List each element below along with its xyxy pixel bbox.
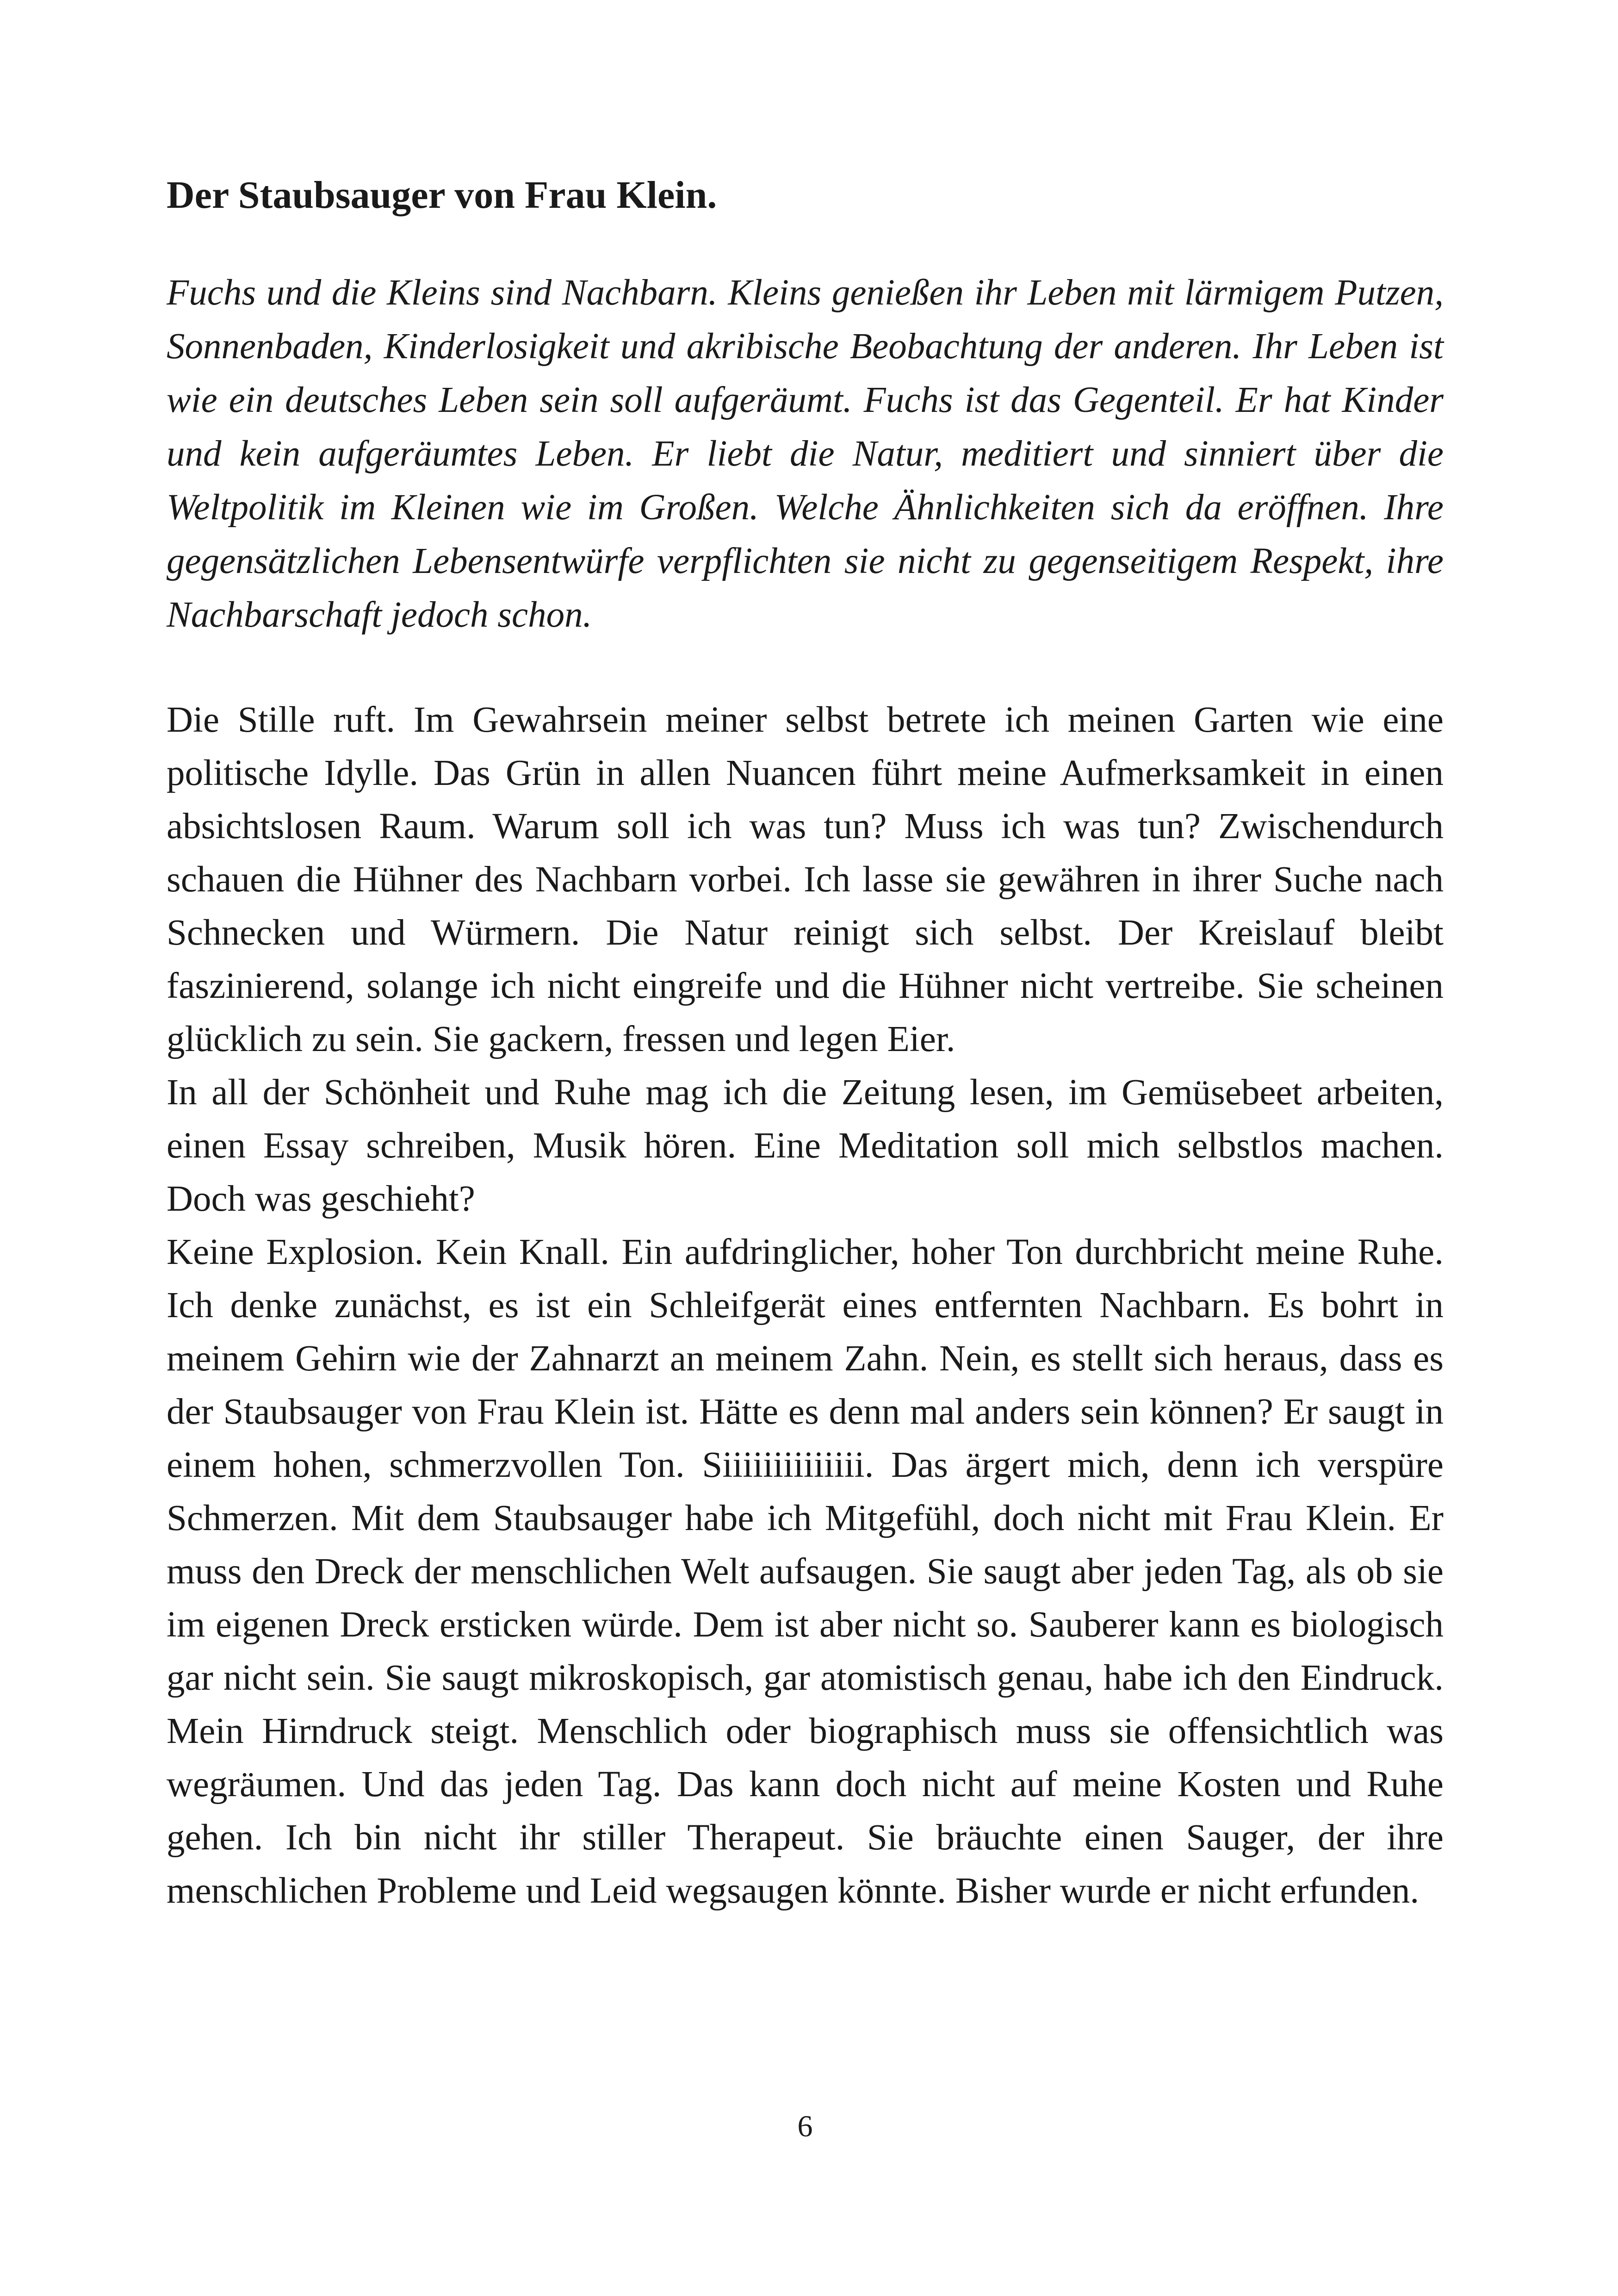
body-text: [167, 693, 1444, 1917]
page-number: 6: [797, 2109, 813, 2143]
body-paragraph: Keine Explosion. Kein Knall. Ein aufdringlicher, hoher Ton durchbricht meine Ruhe. Ich denke zunächst, es ist ein Schleifgerät eines entfernten Nachbarn. Es bohrt in meinem Gehirn wie der Zahnarzt an meinem Zahn. Nein, es stellt sich heraus, dass es der Staubsauger von Frau Klein ist. Hätte es denn mal anders sein können? Er saugt in einem hohen, schmerzvollen Ton. Siiiiiiiiiiiiii. Das ärgert mich, denn ich verspüre Schmerzen. Mit dem Staubsauger habe ich Mitgefühl, doch nicht mit Frau Klein. Er muss den Dreck der menschlichen Welt aufsaugen. Sie saugt aber jeden Tag, als ob sie im eigenen Dreck ersticken würde. Dem ist aber nicht so. Sauberer kann es biologisch gar nicht sein. Sie saugt mikroskopisch, gar atomistisch genau, habe ich den Eindruck. Mein Hirndruck steigt. Menschlich oder biographisch muss sie offensichtlich was wegräumen. Und das jeden Tag. Das kann doch nicht auf meine Kosten und Ruhe gehen. Ich bin nicht ihr stiller Therapeut. Sie bräuchte einen Sauger, der ihre menschlichen Probleme und Leid wegsaugen könnte. Bisher wurde er nicht erfunden.: [167, 1232, 1444, 1911]
page-content: [167, 0, 1444, 2296]
body-paragraph: In all der Schönheit und Ruhe mag ich die Zeitung lesen, im Gemüsebeet arbeiten, einen Essay schreiben, Musik hören. Eine Meditation soll mich selbstlos machen. Doch was geschieht?: [167, 1072, 1444, 1219]
document-title: Der Staubsauger von Frau Klein.: [167, 174, 717, 217]
body-paragraph: Die Stille ruft. Im Gewahrsein meiner selbst betrete ich meinen Garten wie eine politische Idylle. Das Grün in allen Nuancen führt meine Aufmerksamkeit in einen absichtslosen Raum. Warum soll ich was tun? Muss ich was tun? Zwischendurch schauen die Hühner des Nachbarn vorbei. Ich lasse sie gewähren in ihrer Suche nach Schnecken und Würmern. Die Natur reinigt sich selbst. Der Kreislauf bleibt faszinierend, solange ich nicht eingreife und die Hühner nicht vertreibe. Sie scheinen glücklich zu sein. Sie gackern, fressen und legen Eier.: [167, 700, 1444, 1059]
intro-paragraph: Fuchs und die Kleins sind Nachbarn. Kleins genießen ihr Leben mit lärmigem Putzen, Sonnenbaden, Kinderlosigkeit und akribische Beobachtung der anderen. Ihr Leben ist wie ein deutsches Leben sein soll aufgeräumt. Fuchs ist das Gegenteil. Er hat Kinder und kein aufgeräumtes Leben. Er liebt die Natur, meditiert und sinniert über die Weltpolitik im Kleinen wie im Großen. Welche Ähnlichkeiten sich da eröffnen. Ihre gegensätzlichen Lebensentwürfe verpflichten sie nicht zu gegenseitigem Respekt, ihre Nachbarschaft jedoch schon.: [167, 273, 1444, 635]
